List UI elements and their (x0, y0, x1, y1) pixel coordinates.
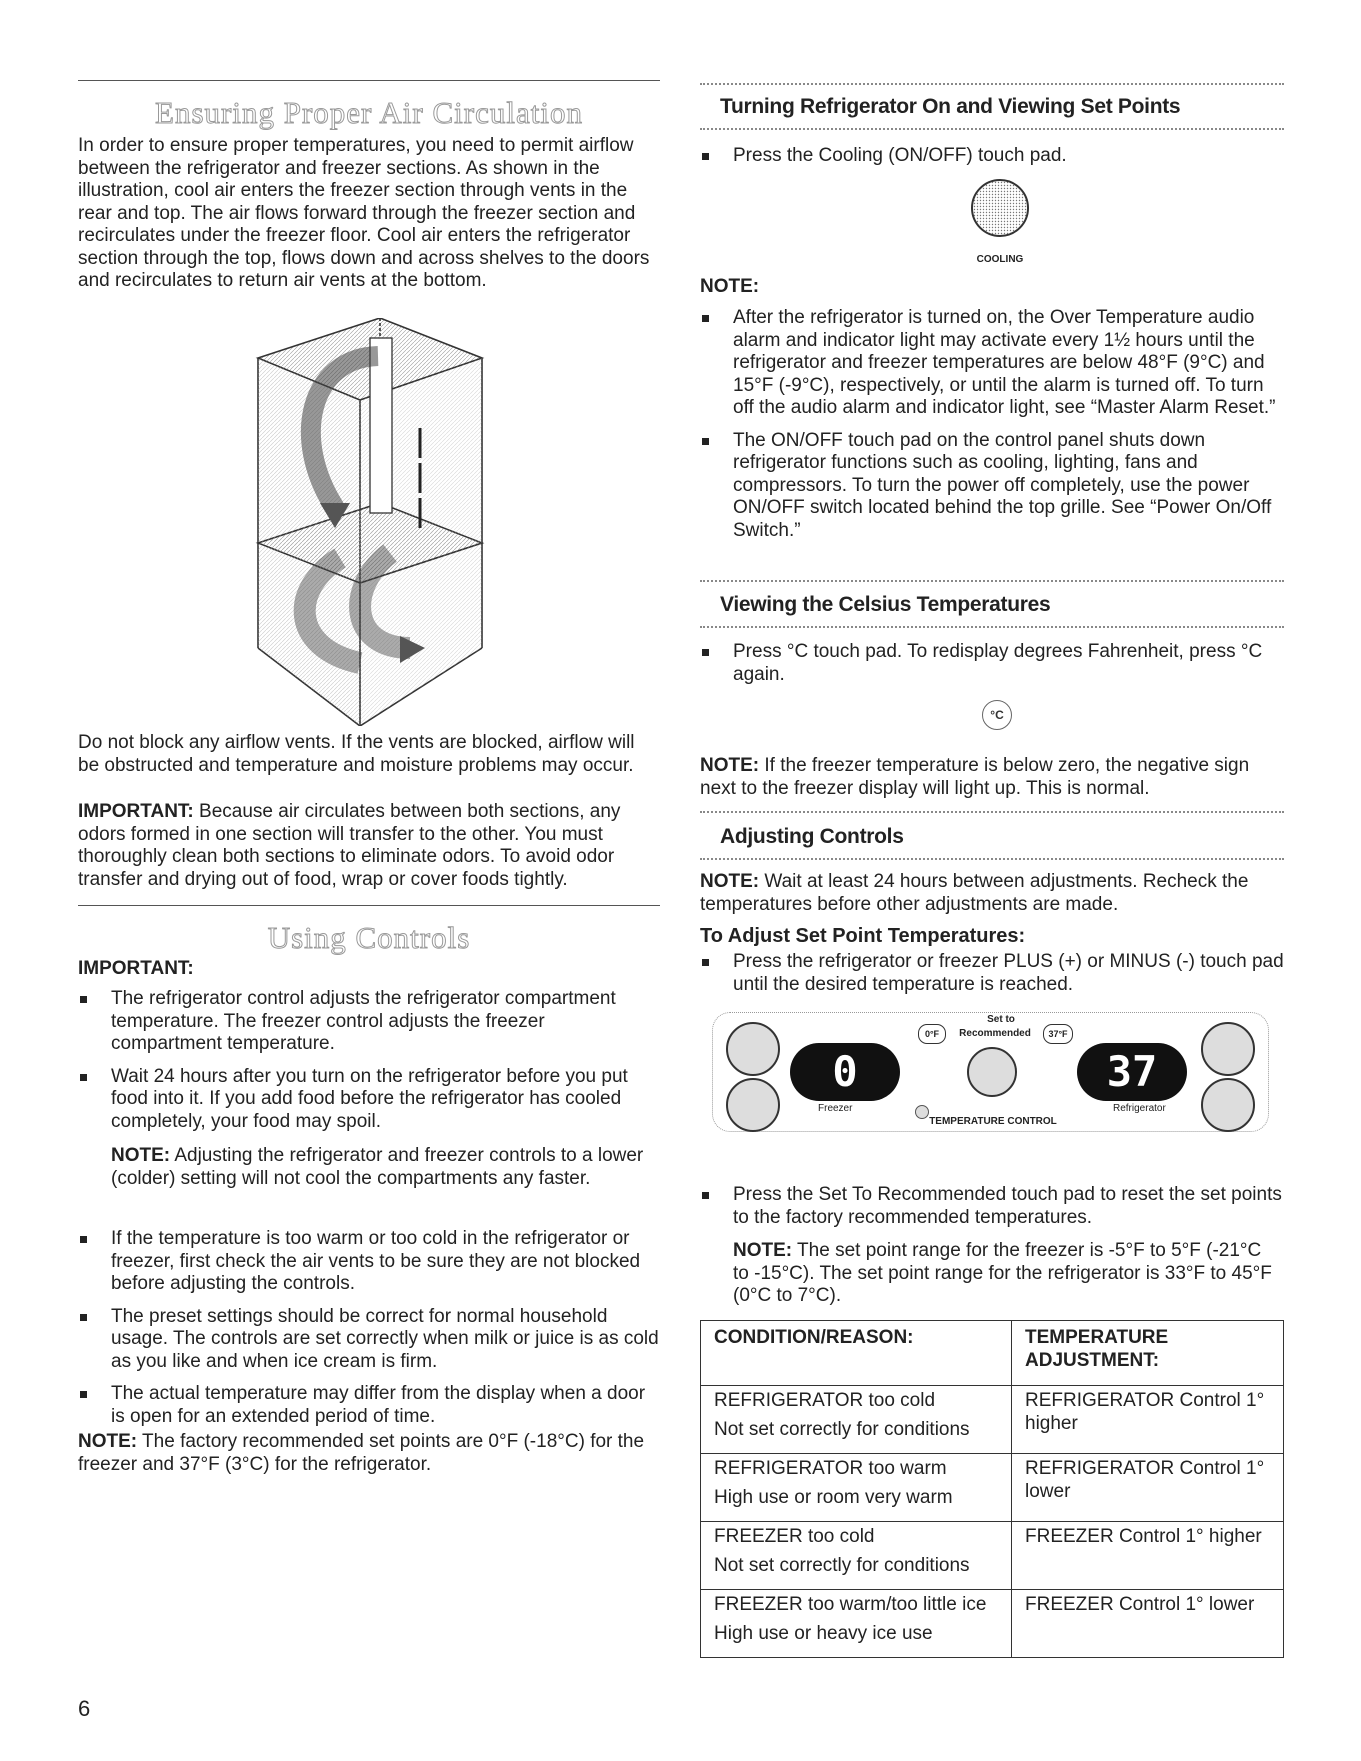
important-text: Because air circulates between both sections, any odors formed in one section will transfer to the other. You must thoroughly clean both sections to eliminate odors. To avoid odor transfer and drying out of food, wrap or cover foods tightly. (78, 801, 621, 890)
dotted-rule (700, 811, 1284, 813)
note-bullet-list (700, 307, 1284, 542)
list-item: If the temperature is too warm or too cold in the refrigerator or freezer, first check the air vents to be sure they are not blocked before adjusting the controls. (78, 1228, 660, 1296)
note-label: NOTE: (78, 1431, 138, 1452)
list-item: The refrigerator control adjusts the refrigerator compartment temperature. The freezer control adjusts the freezer compartment temperature. (78, 988, 660, 1056)
heading-adjusting-controls: Adjusting Controls (720, 825, 904, 848)
freezer-temp-value: 0 (832, 1047, 858, 1096)
top-rule-left (78, 80, 660, 81)
set-point-range-note (733, 1240, 1278, 1308)
note-label: NOTE: (700, 871, 760, 892)
note-label: NOTE: (733, 1240, 793, 1261)
zero-f-badge: 0°F (918, 1024, 946, 1044)
condition-text: FREEZER too cold (714, 1526, 875, 1547)
refrigerator-plus-button[interactable] (1201, 1022, 1255, 1076)
adjustment-text: REFRIGERATOR Control 1° higher (1012, 1386, 1284, 1454)
freezer-display (790, 1043, 900, 1101)
reason-text: High use or heavy ice use (714, 1622, 933, 1644)
list-item: Wait 24 hours after you turn on the refrigerator before you put food into it. If you add food before the refrigerator has cooled completely, your food may spoil. (78, 1066, 660, 1134)
set-to-label: Set to (987, 1014, 1015, 1025)
reason-text: Not set correctly for conditions (714, 1554, 970, 1576)
temperature-control-panel (712, 1012, 1269, 1132)
list-item: The actual temperature may differ from the display when a door is open for an extended period of time. (78, 1383, 660, 1428)
dotted-rule (700, 580, 1284, 582)
wait-note (700, 871, 1284, 916)
note-text: The factory recommended set points are 0°F (-18°C) for the freezer and 37°F (3°C) for the refrigerator. (78, 1431, 645, 1475)
header-condition: CONDITION/REASON: (701, 1321, 1012, 1386)
set-to-recommended-button[interactable] (967, 1047, 1017, 1097)
reason-text: High use or room very warm (714, 1486, 953, 1508)
celsius-touchpad-icon[interactable]: °C (982, 700, 1012, 730)
list-item: Press °C touch pad. To redisplay degrees Fahrenheit, press °C again. (700, 641, 1284, 686)
important-heading: IMPORTANT: (78, 958, 194, 979)
condition-text: REFRIGERATOR too cold (714, 1390, 936, 1411)
cooling-touchpad-icon[interactable] (970, 178, 1030, 238)
thirty-seven-f-badge: 37°F (1043, 1024, 1073, 1044)
factory-setpoint-note (78, 1431, 660, 1476)
condition-text: FREEZER too warm/too little ice (714, 1594, 987, 1615)
table-row (701, 1454, 1284, 1522)
heading-celsius: Viewing the Celsius Temperatures (720, 593, 1051, 616)
note-text: The set point range for the freezer is -5°F to 5°F (-21°C to -15°C). The set point range for the refrigerator is 33°F to 45°F (0°C to 7°C). (733, 1240, 1272, 1306)
airflow-illustration (250, 318, 490, 726)
note-text: Wait at least 24 hours between adjustments. Recheck the temperatures before other adjustments are made. (700, 871, 1249, 915)
note-text: If the freezer temperature is below zero, the negative sign next to the freezer display will light up. This is normal. (700, 755, 1250, 799)
note-text: Adjusting the refrigerator and freezer controls to a lower (colder) setting will not cool the compartments any faster. (111, 1145, 644, 1189)
dotted-rule (700, 858, 1284, 860)
freezer-minus-button[interactable] (726, 1078, 780, 1132)
controls-bullet-list-2 (78, 1228, 660, 1438)
refrigerator-minus-button[interactable] (1201, 1078, 1255, 1132)
condition-text: REFRIGERATOR too warm (714, 1458, 947, 1479)
intro-paragraph: In order to ensure proper temperatures, you need to permit airflow between the refrigerator and freezer sections. As shown in the illustration, cool air enters the freezer section through vents in the rear and top. The air flows forward through the freezer section and recirculates under the freezer floor. Cool air enters the refrigerator section through the top, flows down and across shelves to the doors and recirculates to return air vents at the bottom. (78, 135, 650, 291)
note-label: NOTE: (111, 1145, 171, 1166)
refrigerator-temp-value: 37 (1106, 1047, 1158, 1096)
adjustment-text: REFRIGERATOR Control 1° lower (1012, 1454, 1284, 1522)
dotted-rule (700, 626, 1284, 628)
list-item: The preset settings should be correct for normal household usage. The controls are set correctly when milk or juice is as cold as you like and when ice cream is firm. (78, 1306, 660, 1374)
section-divider-left (78, 905, 660, 906)
dotted-rule (700, 128, 1284, 130)
heading-turning-on: Turning Refrigerator On and Viewing Set Points (720, 95, 1181, 118)
note-label: NOTE: (700, 755, 760, 776)
adjust-note (111, 1145, 656, 1190)
reason-text: Not set correctly for conditions (714, 1418, 970, 1440)
freezer-label: Freezer (818, 1103, 853, 1114)
airflow-warning-paragraph: Do not block any airflow vents. If the vents are blocked, airflow will be obstructed and temperature and moisture problems may occur. (78, 732, 635, 776)
refrigerator-label: Refrigerator (1113, 1103, 1166, 1114)
adjustment-text: FREEZER Control 1° higher (1012, 1522, 1284, 1590)
adjustment-text: FREEZER Control 1° lower (1012, 1590, 1284, 1658)
controls-bullet-list (78, 988, 660, 1143)
table-row (701, 1590, 1284, 1658)
header-adjustment: TEMPERATURE ADJUSTMENT: (1012, 1321, 1284, 1386)
section-title-using-controls: Using Controls (267, 920, 471, 955)
table-header-row (701, 1321, 1284, 1386)
table-row (701, 1522, 1284, 1590)
list-item: The ON/OFF touch pad on the control panel shuts down refrigerator functions such as cooling, lighting, fans and compressors. To turn the power off completely, use the power ON/OFF switch located behind the top grille. See “Power On/Off Switch.” (700, 430, 1284, 543)
important-paragraph (78, 801, 660, 891)
table-row (701, 1386, 1284, 1454)
list-item: Press the refrigerator or freezer PLUS (+) or MINUS (-) touch pad until the desired temperature is reached. (700, 951, 1284, 996)
cooling-label: COOLING (976, 254, 1024, 265)
freezer-plus-button[interactable] (726, 1022, 780, 1076)
section-title-air-circulation: Ensuring Proper Air Circulation (155, 95, 583, 130)
temperature-control-label: TEMPERATURE CONTROL (929, 1116, 1057, 1127)
note-heading: NOTE: (700, 276, 760, 297)
list-item: Press the Cooling (ON/OFF) touch pad. (700, 145, 1284, 168)
list-item: Press the Set To Recommended touch pad to reset the set points to the factory recommended temperatures. (700, 1184, 1284, 1229)
refrigerator-display (1077, 1043, 1187, 1101)
important-label: IMPORTANT: (78, 801, 194, 822)
temperature-adjustment-table (700, 1320, 1284, 1658)
recommended-label: Recommended (959, 1028, 1031, 1039)
list-item: After the refrigerator is turned on, the Over Temperature audio alarm and indicator light may activate every 1½ hours until the refrigerator and freezer temperatures are below 48°F (9°C) and 15°F (-9°C), respectively, or until the alarm is turned off. To turn off the audio alarm and indicator light, see “Master Alarm Reset.” (700, 307, 1284, 420)
negative-sign-note (700, 755, 1284, 800)
heading-adjust-set-point: To Adjust Set Point Temperatures: (700, 925, 1026, 947)
dotted-rule (700, 83, 1284, 85)
page-number: 6 (78, 1696, 91, 1721)
